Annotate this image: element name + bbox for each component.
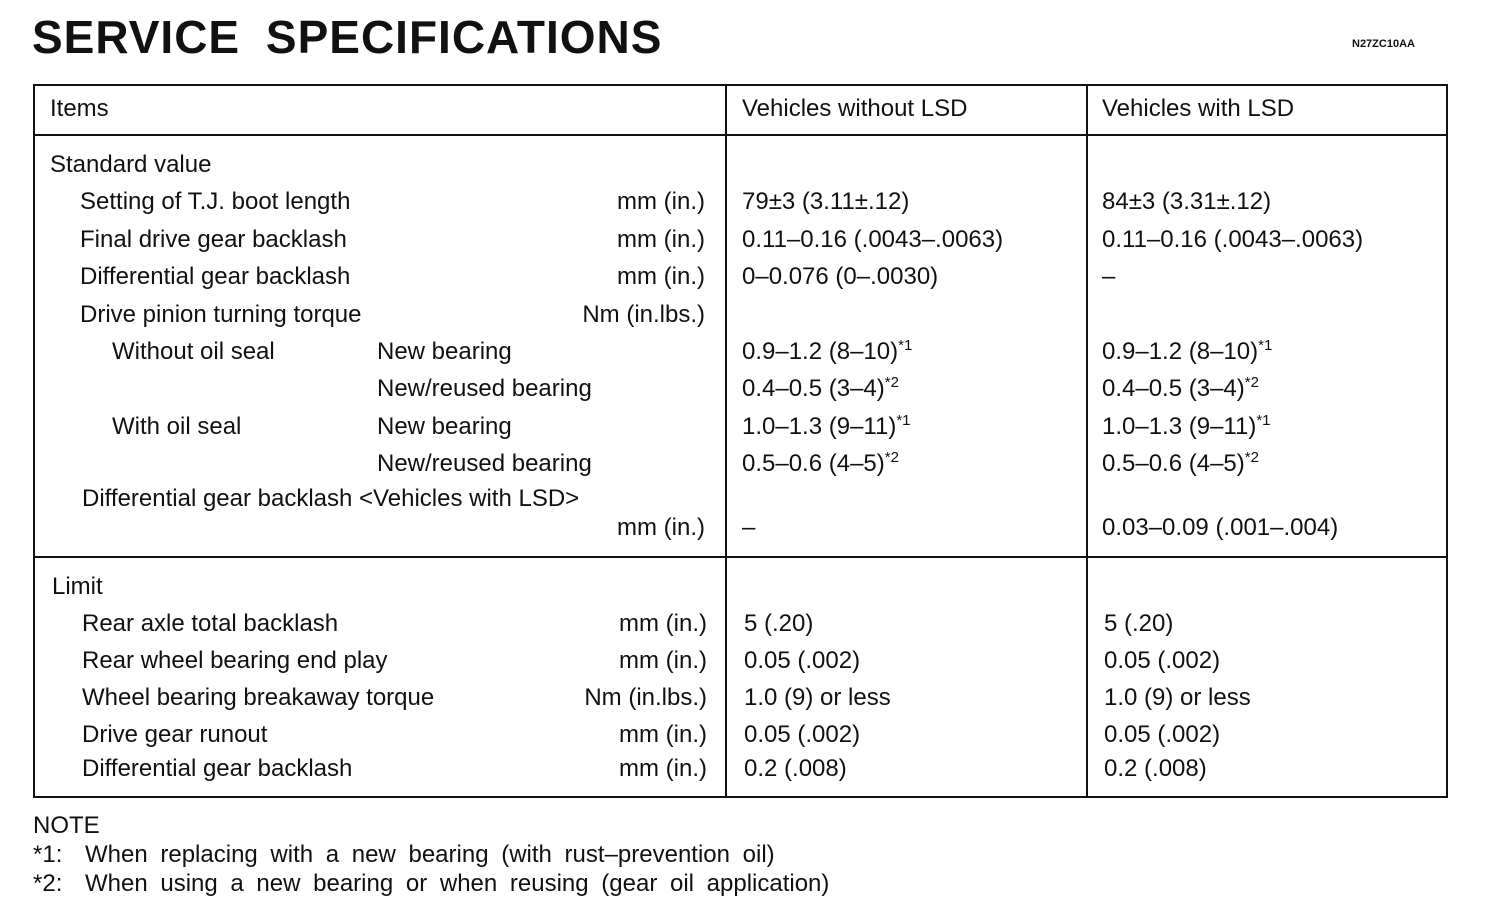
header-items: Items xyxy=(50,95,109,122)
diff-lsd-unit: mm (in.) xyxy=(617,514,705,541)
diff-lsd-label: Differential gear backlash <Vehicles with LSD> xyxy=(82,485,580,512)
limit-row-without: 1.0 (9) or less xyxy=(744,684,891,711)
limit-row-label: Rear axle total backlash xyxy=(82,610,339,637)
header-with-lsd: Vehicles with LSD xyxy=(1102,95,1295,122)
limit-row-label: Rear wheel bearing end play xyxy=(82,647,388,674)
final-drive-unit: mm (in.) xyxy=(617,226,705,253)
diff-backlash-without: 0–0.076 (0–.0030) xyxy=(742,263,939,290)
limit-row-with: 0.05 (.002) xyxy=(1104,721,1221,748)
diff-lsd-with: 0.03–0.09 (.001–.004) xyxy=(1102,514,1339,541)
limit-row-unit: mm (in.) xyxy=(619,755,707,782)
w-new-without: 1.0–1.3 $(9-11)^{*1}$ xyxy=(742,412,911,440)
limit-row-with: 1.0 (9) or less xyxy=(1104,684,1251,711)
note-text: When using a new bearing or when reusing (gear oil application) xyxy=(85,870,830,897)
limit-row-unit: mm (in.) xyxy=(619,610,707,637)
limit-heading: Limit xyxy=(52,573,103,600)
limit-row-without: 0.2 (.008) xyxy=(744,755,847,782)
wo-new-bearing-label: New bearing xyxy=(377,338,512,365)
limit-row-label: Wheel bearing breakaway torque xyxy=(82,684,435,711)
diff-lsd-without: – xyxy=(742,514,756,541)
wo-reused-without: 0.4–0.5 $(3-4)^{*2}$ xyxy=(742,374,899,402)
final-drive-label: Final drive gear backlash xyxy=(80,226,347,253)
boot-length-label: Setting of T.J. boot length xyxy=(80,188,351,215)
w-reused-bearing-label: New/reused bearing xyxy=(377,450,592,477)
diff-backlash-with: – xyxy=(1102,263,1116,290)
w-reused-with: 0.5–0.6 $(4-5)^{*2}$ xyxy=(1102,449,1259,477)
final-drive-without: 0.11–0.16 (.0043–.0063) xyxy=(742,226,1004,253)
standard-value-heading: Standard value xyxy=(50,151,212,178)
wo-new-with: 0.9–1.2 $(8-10)^{*1}$ xyxy=(1102,337,1273,365)
page-title: SERVICE SPECIFICATIONS xyxy=(32,11,663,63)
note-mark: *1: xyxy=(33,841,63,868)
limit-row-label: Drive gear runout xyxy=(82,721,268,748)
boot-length-unit: mm (in.) xyxy=(617,188,705,215)
column-divider-1 xyxy=(725,84,727,798)
note-mark: *2: xyxy=(33,870,63,897)
column-divider-2 xyxy=(1086,84,1088,798)
limit-row-with: 0.2 (.008) xyxy=(1104,755,1207,782)
without-oil-seal-label: Without oil seal xyxy=(112,338,275,365)
limit-row-with: 0.05 (.002) xyxy=(1104,647,1221,674)
wo-reused-bearing-label: New/reused bearing xyxy=(377,375,592,402)
section-divider xyxy=(33,556,1448,558)
w-new-bearing-label: New bearing xyxy=(377,413,512,440)
boot-length-without: 79±3 (3.11±.12) xyxy=(742,188,910,215)
wo-new-without: 0.9–1.2 $(8-10)^{*1}$ xyxy=(742,337,913,365)
with-oil-seal-label: With oil seal xyxy=(112,413,242,440)
pinion-torque-unit: Nm (in.lbs.) xyxy=(582,301,705,328)
header-divider xyxy=(33,134,1448,136)
limit-row-without: 0.05 (.002) xyxy=(744,721,861,748)
limit-row-unit: mm (in.) xyxy=(619,647,707,674)
limit-row-unit: Nm (in.lbs.) xyxy=(584,684,707,711)
diff-backlash-unit: mm (in.) xyxy=(617,263,705,290)
pinion-torque-label: Drive pinion turning torque xyxy=(80,301,362,328)
note-item xyxy=(33,841,775,869)
note-title: NOTE xyxy=(33,812,100,839)
limit-row-label: Differential gear backlash xyxy=(82,755,353,782)
boot-length-with: 84±3 (3.31±.12) xyxy=(1102,188,1272,215)
wo-reused-with: 0.4–0.5 $(3-4)^{*2}$ xyxy=(1102,374,1259,402)
note-text: When replacing with a new bearing (with rust–prevention oil) xyxy=(85,841,775,868)
document-code: N27ZC10AA xyxy=(1352,38,1415,50)
w-new-with: 1.0–1.3 $(9-11)^{*1}$ xyxy=(1102,412,1271,440)
limit-row-without: 5 (.20) xyxy=(744,610,814,637)
note-item xyxy=(33,870,829,898)
final-drive-with: 0.11–0.16 (.0043–.0063) xyxy=(1102,226,1364,253)
limit-row-with: 5 (.20) xyxy=(1104,610,1174,637)
limit-row-unit: mm (in.) xyxy=(619,721,707,748)
limit-row-without: 0.05 (.002) xyxy=(744,647,861,674)
diff-backlash-label: Differential gear backlash xyxy=(80,263,351,290)
w-reused-without: 0.5–0.6 $(4-5)^{*2}$ xyxy=(742,449,899,477)
header-without-lsd: Vehicles without LSD xyxy=(742,95,968,122)
